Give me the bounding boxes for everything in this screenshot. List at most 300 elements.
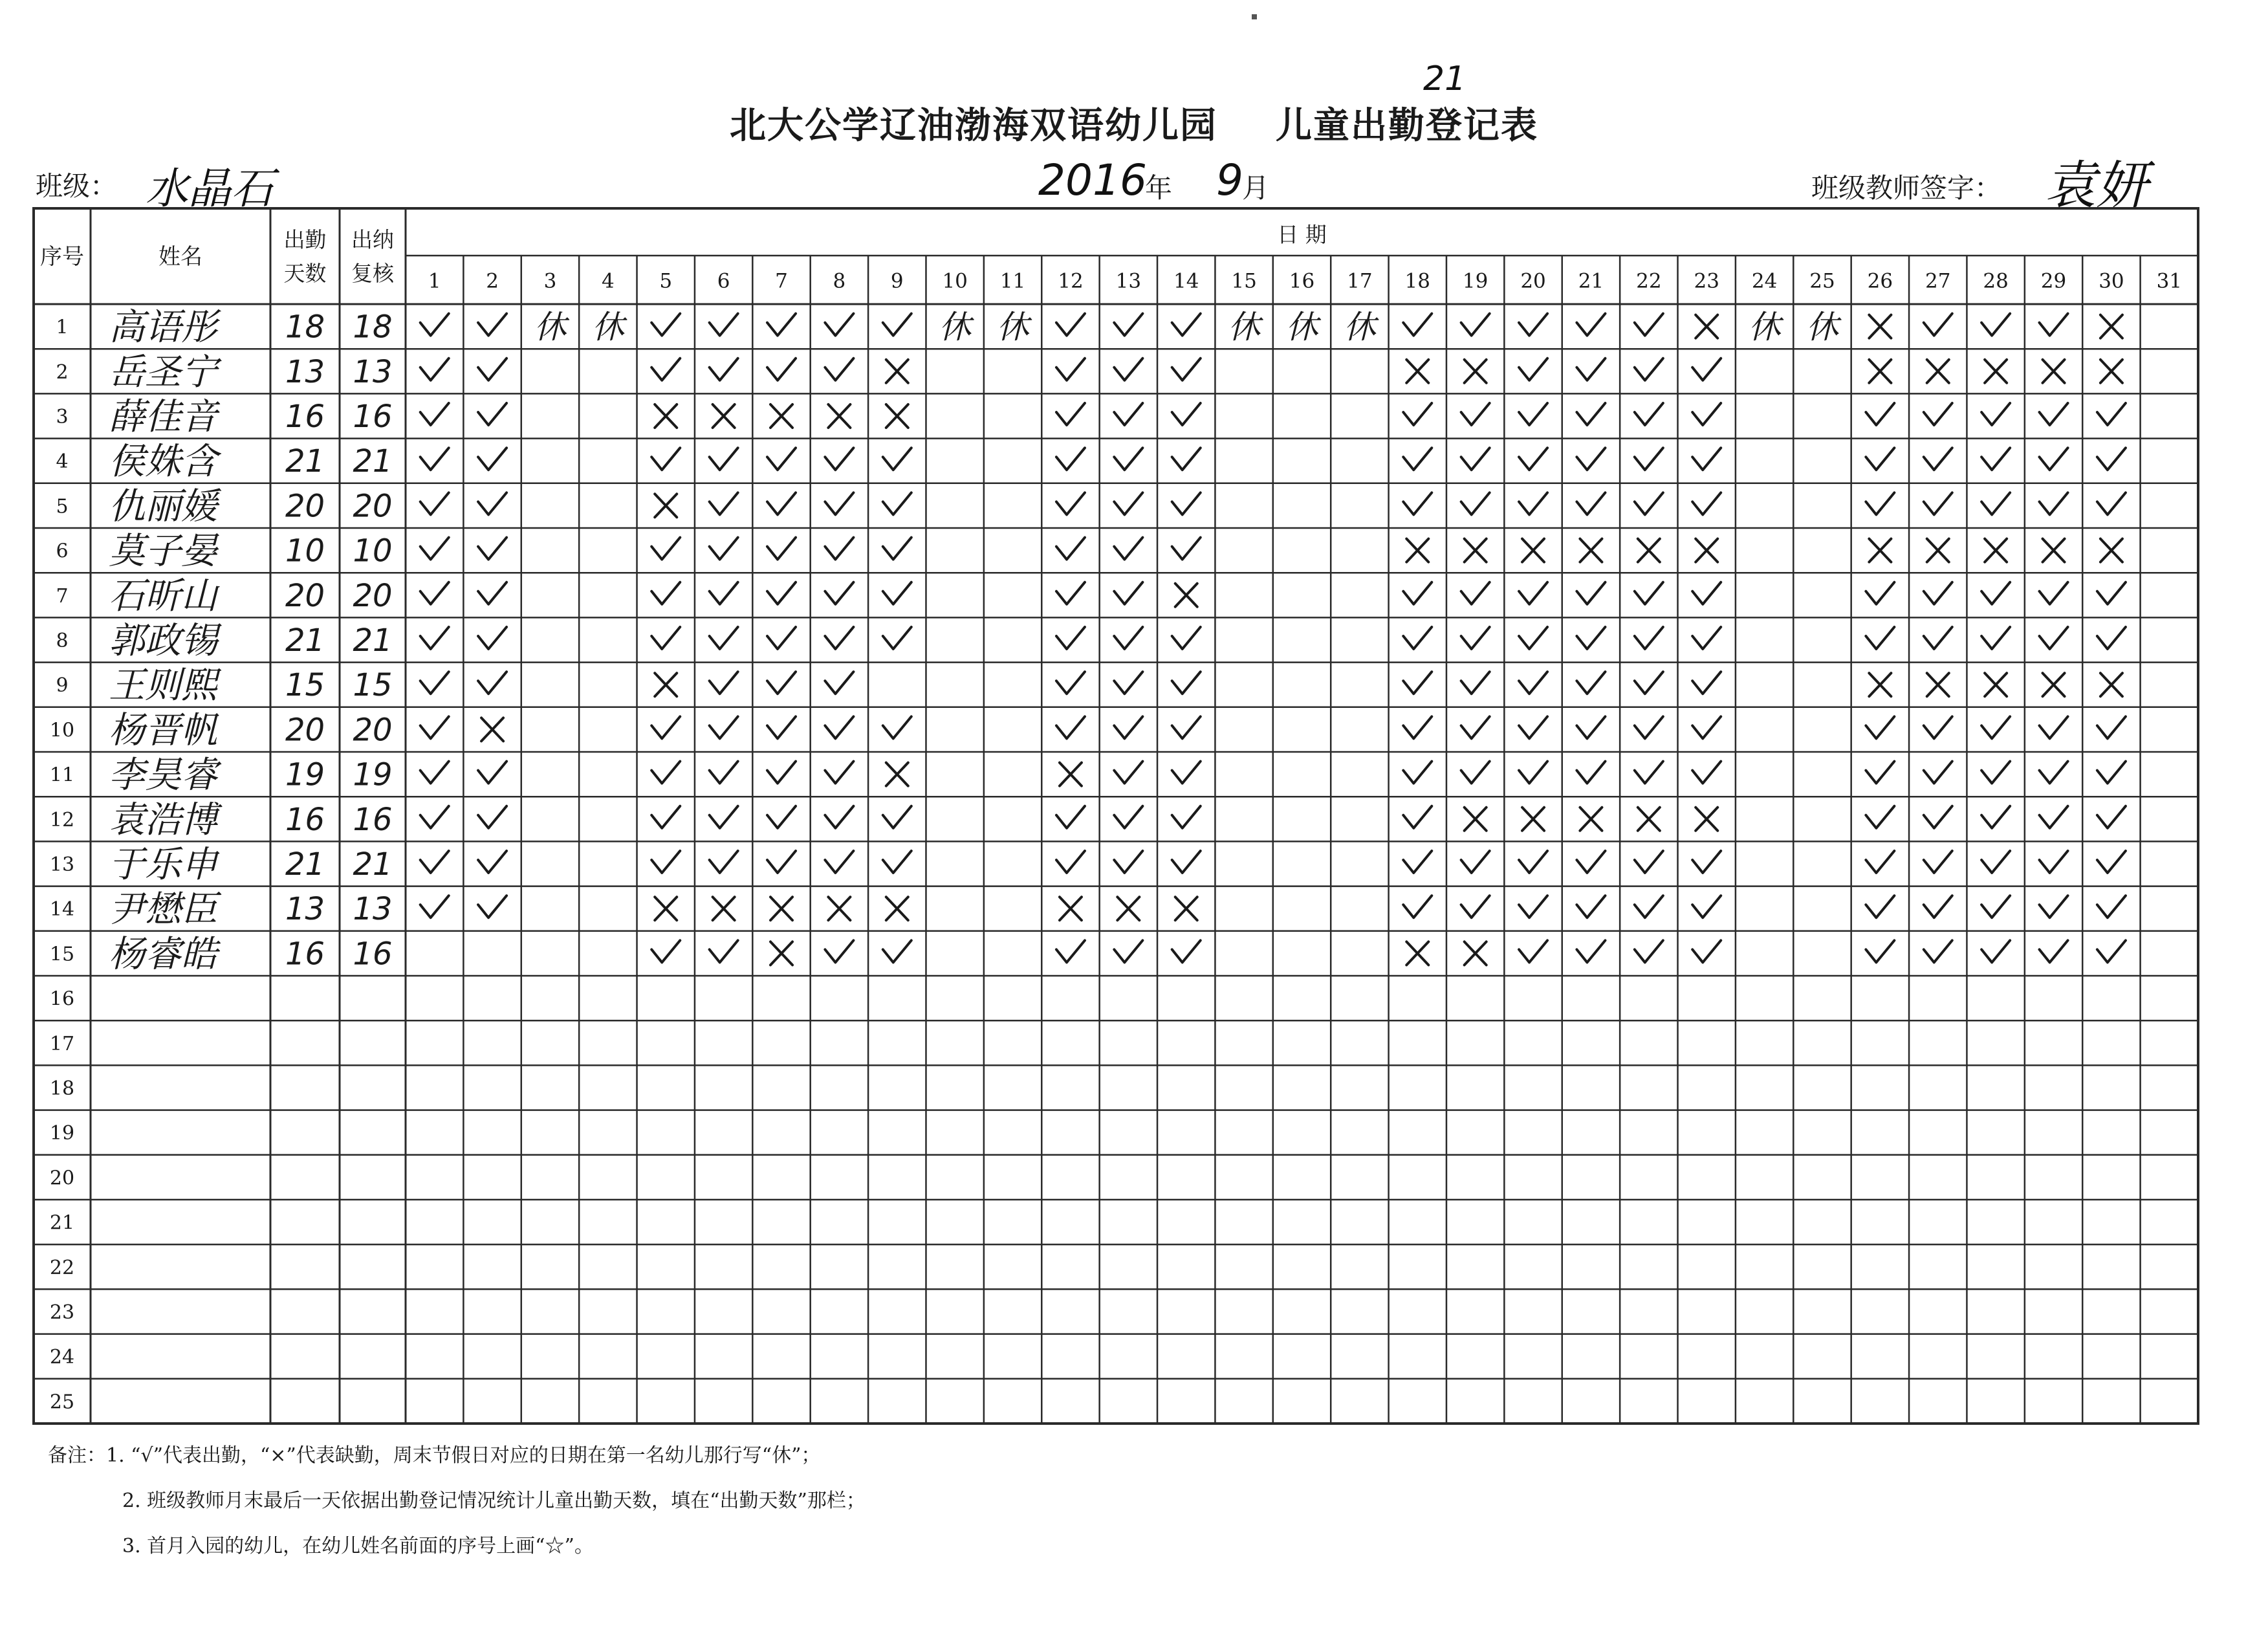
- absent-mark: [1175, 584, 1197, 607]
- rest-day-mark: 休: [996, 308, 1029, 346]
- present-mark: [825, 851, 853, 873]
- present-mark: [1576, 896, 1605, 918]
- note-1: 备注：1. “√”代表出勤，“×”代表缺勤，周末节假日对应的日期在第一名幼儿那行写“休”；: [48, 1444, 821, 1467]
- present-mark: [1635, 940, 1663, 962]
- absent-mark: [1465, 539, 1487, 562]
- absent-mark: [1696, 539, 1717, 562]
- row-number: 2: [56, 360, 69, 384]
- day-number: 26: [1867, 269, 1893, 293]
- absent-mark: [1060, 897, 1082, 920]
- present-mark: [1981, 716, 2010, 738]
- present-mark: [1924, 940, 1952, 962]
- present-mark: [478, 314, 507, 336]
- absent-mark: [1696, 808, 1717, 831]
- present-mark: [1924, 762, 1952, 784]
- attendance-days: 19: [285, 756, 325, 793]
- present-mark: [1866, 448, 1894, 470]
- day-number: 3: [543, 269, 557, 293]
- class-value: 水晶石: [146, 164, 274, 214]
- absent-mark: [886, 360, 908, 383]
- present-mark: [651, 716, 680, 738]
- absent-mark: [1465, 941, 1487, 965]
- header-check-2: 复核: [351, 261, 394, 286]
- present-mark: [1635, 716, 1663, 738]
- present-mark: [1981, 448, 2010, 470]
- present-mark: [2097, 582, 2126, 604]
- present-mark: [1172, 538, 1201, 560]
- present-mark: [1056, 806, 1085, 828]
- rest-day-mark: 休: [1228, 308, 1261, 346]
- present-mark: [1981, 403, 2010, 425]
- present-mark: [1519, 896, 1547, 918]
- present-mark: [1692, 940, 1721, 962]
- present-mark: [1981, 940, 2010, 962]
- attendance-days: 18: [285, 309, 325, 346]
- day-number: 8: [833, 269, 846, 293]
- present-mark: [1461, 672, 1490, 694]
- present-mark: [883, 314, 911, 336]
- day-number: 30: [2099, 269, 2124, 293]
- present-mark: [1576, 762, 1605, 784]
- present-mark: [1924, 627, 1952, 649]
- student-name: 侯姝含: [109, 441, 217, 483]
- present-mark: [1924, 448, 1952, 470]
- present-mark: [1635, 672, 1663, 694]
- present-mark: [1866, 492, 1894, 514]
- check-days: 19: [353, 756, 393, 793]
- present-mark: [420, 716, 449, 738]
- check-days: 21: [353, 846, 393, 883]
- teacher-label: 班级教师签字：: [1811, 172, 2002, 204]
- present-mark: [1519, 672, 1547, 694]
- check-days: 13: [353, 353, 393, 390]
- present-mark: [1981, 314, 2010, 336]
- present-mark: [767, 672, 796, 694]
- student-name: 薛佳音: [109, 396, 217, 438]
- present-mark: [710, 940, 738, 962]
- row-number: 21: [49, 1211, 75, 1235]
- present-mark: [1403, 762, 1432, 784]
- present-mark: [651, 940, 680, 962]
- note-3: 3. 首月入园的幼儿，在幼儿姓名前面的序号上画“☆”。: [122, 1535, 594, 1557]
- present-mark: [651, 627, 680, 649]
- present-mark: [1924, 851, 1952, 873]
- present-mark: [1866, 940, 1894, 962]
- present-mark: [1576, 940, 1605, 962]
- check-days: 13: [353, 891, 393, 928]
- day-number: 10: [942, 269, 968, 293]
- present-mark: [1692, 492, 1721, 514]
- present-mark: [2040, 851, 2068, 873]
- attendance-days: 21: [285, 846, 325, 883]
- attendance-days: 13: [285, 891, 325, 928]
- present-mark: [1692, 358, 1721, 380]
- day-number: 27: [1925, 269, 1951, 293]
- present-mark: [2040, 582, 2068, 604]
- present-mark: [1519, 582, 1547, 604]
- present-mark: [1635, 403, 1663, 425]
- rest-day-mark: 休: [939, 308, 972, 346]
- present-mark: [1172, 314, 1201, 336]
- absent-mark: [1985, 673, 2007, 696]
- day-number: 7: [775, 269, 788, 293]
- student-name: 尹懋臣: [109, 888, 217, 931]
- present-mark: [1981, 806, 2010, 828]
- present-mark: [710, 582, 738, 604]
- day-number: 5: [659, 269, 673, 293]
- day-number: 4: [601, 269, 615, 293]
- present-mark: [1981, 762, 2010, 784]
- present-mark: [1692, 448, 1721, 470]
- absent-mark: [1985, 539, 2007, 562]
- day-number: 9: [890, 269, 904, 293]
- day-number: 12: [1058, 269, 1084, 293]
- student-name: 于乐申: [109, 844, 217, 886]
- row-number: 13: [49, 853, 75, 876]
- present-mark: [710, 716, 738, 738]
- day-number: 16: [1289, 269, 1315, 293]
- present-mark: [883, 538, 911, 560]
- header-days-1: 出勤: [283, 227, 327, 252]
- header-check-1: 出纳: [351, 227, 394, 252]
- year-value: 2016: [1038, 155, 1147, 205]
- present-mark: [1114, 358, 1142, 380]
- present-mark: [767, 582, 796, 604]
- check-days: 16: [353, 399, 393, 435]
- present-mark: [1866, 627, 1894, 649]
- present-mark: [2040, 314, 2068, 336]
- row-number: 22: [49, 1256, 75, 1279]
- present-mark: [825, 314, 853, 336]
- present-mark: [883, 492, 911, 514]
- absent-mark: [1522, 539, 1544, 562]
- present-mark: [651, 314, 680, 336]
- header-name: 姓名: [158, 244, 202, 270]
- attendance-days: 15: [285, 667, 325, 704]
- check-days: 20: [353, 712, 393, 749]
- day-number: 14: [1173, 269, 1199, 293]
- present-mark: [1056, 492, 1085, 514]
- row-number: 3: [56, 406, 69, 428]
- title-school: 北大公学辽油渤海双语幼儿园: [730, 104, 1217, 147]
- rest-day-mark: 休: [534, 308, 567, 346]
- present-mark: [1576, 358, 1605, 380]
- present-mark: [1172, 627, 1201, 649]
- present-mark: [1114, 314, 1142, 336]
- present-mark: [1172, 492, 1201, 514]
- present-mark: [1056, 403, 1085, 425]
- present-mark: [420, 538, 449, 560]
- absent-mark: [1696, 315, 1717, 338]
- row-number: 7: [56, 584, 69, 608]
- rest-day-mark: 休: [591, 308, 624, 346]
- present-mark: [1403, 448, 1432, 470]
- present-mark: [1114, 538, 1142, 560]
- student-name: 袁浩博: [109, 798, 217, 841]
- present-mark: [420, 627, 449, 649]
- attendance-days: 21: [285, 443, 325, 480]
- absent-mark: [1117, 897, 1139, 920]
- present-mark: [1461, 627, 1490, 649]
- present-mark: [1576, 448, 1605, 470]
- present-mark: [710, 851, 738, 873]
- present-mark: [1461, 896, 1490, 918]
- absent-mark: [1522, 808, 1544, 831]
- title-form: 儿童出勤登记表: [1276, 104, 1538, 147]
- present-mark: [420, 806, 449, 828]
- present-mark: [767, 762, 796, 784]
- present-mark: [1461, 492, 1490, 514]
- present-mark: [1461, 403, 1490, 425]
- present-mark: [420, 358, 449, 380]
- present-mark: [1635, 448, 1663, 470]
- present-mark: [2097, 806, 2126, 828]
- present-mark: [1056, 627, 1085, 649]
- present-mark: [1403, 851, 1432, 873]
- present-mark: [2097, 403, 2126, 425]
- check-days: 16: [353, 801, 393, 838]
- present-mark: [1866, 403, 1894, 425]
- present-mark: [1981, 582, 2010, 604]
- present-mark: [478, 851, 507, 873]
- student-name: 郭政锡: [109, 620, 217, 662]
- header-seq: 序号: [40, 244, 84, 270]
- present-mark: [2040, 448, 2068, 470]
- present-mark: [710, 448, 738, 470]
- row-number: 10: [49, 719, 75, 742]
- present-mark: [2040, 940, 2068, 962]
- day-number: 31: [2156, 269, 2183, 293]
- present-mark: [651, 448, 680, 470]
- absent-mark: [1985, 360, 2007, 383]
- present-mark: [767, 358, 796, 380]
- present-mark: [1692, 403, 1721, 425]
- row-number: 19: [49, 1122, 75, 1145]
- present-mark: [478, 492, 507, 514]
- day-number: 18: [1404, 269, 1431, 293]
- row-number: 14: [49, 898, 75, 921]
- rest-day-mark: 休: [1285, 308, 1318, 346]
- row-number: 11: [49, 764, 75, 787]
- absent-mark: [655, 404, 677, 428]
- row-number: 23: [49, 1301, 75, 1324]
- present-mark: [478, 358, 507, 380]
- row-number: 4: [56, 450, 69, 474]
- present-mark: [1172, 716, 1201, 738]
- absent-mark: [1175, 897, 1197, 920]
- present-mark: [825, 358, 853, 380]
- present-mark: [1692, 672, 1721, 694]
- present-mark: [1403, 806, 1432, 828]
- student-name: 石昕山: [109, 575, 217, 617]
- present-mark: [1114, 806, 1142, 828]
- day-number: 23: [1694, 269, 1719, 293]
- present-mark: [2097, 762, 2126, 784]
- student-name: 高语彤: [109, 306, 217, 349]
- present-mark: [2040, 896, 2068, 918]
- present-mark: [883, 448, 911, 470]
- present-mark: [1172, 403, 1201, 425]
- present-mark: [2040, 716, 2068, 738]
- present-mark: [1114, 762, 1142, 784]
- present-mark: [1576, 403, 1605, 425]
- present-mark: [1635, 627, 1663, 649]
- present-mark: [1924, 314, 1952, 336]
- present-mark: [710, 806, 738, 828]
- present-mark: [1461, 448, 1490, 470]
- present-mark: [1576, 492, 1605, 514]
- present-mark: [1692, 851, 1721, 873]
- present-mark: [2097, 851, 2126, 873]
- present-mark: [2097, 896, 2126, 918]
- present-mark: [1866, 716, 1894, 738]
- day-number: 28: [1983, 269, 2009, 293]
- present-mark: [1635, 314, 1663, 336]
- present-mark: [1866, 582, 1894, 604]
- present-mark: [1114, 448, 1142, 470]
- present-mark: [1866, 762, 1894, 784]
- check-days: 21: [353, 443, 393, 480]
- row-number: 6: [56, 540, 69, 563]
- present-mark: [1114, 672, 1142, 694]
- day-number: 25: [1809, 269, 1835, 293]
- student-name: 岳圣宁: [109, 351, 217, 393]
- present-mark: [883, 851, 911, 873]
- present-mark: [1576, 851, 1605, 873]
- present-mark: [1635, 358, 1663, 380]
- check-days: 18: [353, 309, 393, 346]
- present-mark: [1692, 896, 1721, 918]
- row-number: 16: [49, 987, 75, 1011]
- notes: [48, 1433, 866, 1569]
- present-mark: [1114, 940, 1142, 962]
- absent-mark: [1580, 808, 1602, 831]
- attendance-days: 20: [285, 488, 325, 525]
- present-mark: [420, 582, 449, 604]
- attendance-days: 16: [285, 399, 325, 435]
- present-mark: [1172, 672, 1201, 694]
- absent-mark: [1465, 360, 1487, 383]
- day-number: 17: [1347, 269, 1373, 293]
- present-mark: [710, 492, 738, 514]
- present-mark: [1924, 492, 1952, 514]
- present-mark: [1114, 582, 1142, 604]
- present-mark: [883, 582, 911, 604]
- check-days: 10: [353, 533, 393, 569]
- present-mark: [767, 851, 796, 873]
- present-mark: [1403, 896, 1432, 918]
- present-mark: [825, 492, 853, 514]
- absent-mark: [1406, 941, 1428, 965]
- day-number: 24: [1751, 269, 1778, 293]
- day-number: 6: [717, 269, 730, 293]
- month-label: 月: [1242, 172, 1270, 204]
- present-mark: [883, 627, 911, 649]
- present-mark: [1172, 806, 1201, 828]
- absent-mark: [1869, 673, 1891, 696]
- check-days: 16: [353, 936, 393, 973]
- present-mark: [2097, 627, 2126, 649]
- absent-mark: [2100, 539, 2122, 562]
- header-days-2: 天数: [283, 261, 327, 286]
- present-mark: [1635, 762, 1663, 784]
- row-number: 12: [49, 808, 75, 831]
- rest-day-mark: 休: [1805, 308, 1838, 346]
- absent-mark: [1927, 360, 1949, 383]
- present-mark: [478, 582, 507, 604]
- present-mark: [1056, 851, 1085, 873]
- day-number: 2: [486, 269, 499, 293]
- absent-mark: [828, 897, 850, 920]
- present-mark: [420, 448, 449, 470]
- absent-mark: [770, 941, 792, 965]
- day-number: 19: [1462, 269, 1488, 293]
- present-mark: [1403, 627, 1432, 649]
- present-mark: [1981, 492, 2010, 514]
- present-mark: [1403, 314, 1432, 336]
- present-mark: [1519, 627, 1547, 649]
- row-number: 24: [49, 1346, 75, 1369]
- present-mark: [478, 403, 507, 425]
- student-name: 李昊睿: [109, 754, 217, 797]
- present-mark: [767, 448, 796, 470]
- present-mark: [1056, 940, 1085, 962]
- note-2: 2. 班级教师月末最后一天依据出勤登记情况统计儿童出勤天数，填在“出勤天数”那栏；: [122, 1490, 866, 1512]
- present-mark: [1056, 672, 1085, 694]
- present-mark: [651, 538, 680, 560]
- present-mark: [825, 672, 853, 694]
- present-mark: [478, 448, 507, 470]
- day-number: 11: [999, 269, 1026, 293]
- row-number: 9: [56, 674, 69, 698]
- present-mark: [1519, 762, 1547, 784]
- present-mark: [1403, 492, 1432, 514]
- teacher-signature: 袁妍: [2044, 155, 2148, 215]
- present-mark: [710, 314, 738, 336]
- absent-mark: [1406, 360, 1428, 383]
- absent-mark: [1869, 360, 1891, 383]
- present-mark: [651, 851, 680, 873]
- present-mark: [1172, 762, 1201, 784]
- present-mark: [1981, 627, 2010, 649]
- present-mark: [1866, 806, 1894, 828]
- row-number: 25: [49, 1391, 75, 1414]
- present-mark: [825, 716, 853, 738]
- present-mark: [1866, 851, 1894, 873]
- month-value: 9: [1216, 155, 1243, 205]
- present-mark: [1403, 672, 1432, 694]
- present-mark: [1114, 403, 1142, 425]
- class-label: 班级：: [36, 170, 118, 202]
- present-mark: [1461, 762, 1490, 784]
- present-mark: [1519, 492, 1547, 514]
- row-number: 5: [56, 495, 69, 518]
- absent-mark: [1869, 539, 1891, 562]
- present-mark: [883, 716, 911, 738]
- student-name: 王则熙: [109, 665, 217, 707]
- present-mark: [1576, 672, 1605, 694]
- present-mark: [710, 627, 738, 649]
- present-mark: [1519, 403, 1547, 425]
- absent-mark: [713, 404, 735, 428]
- check-days: 21: [353, 622, 393, 659]
- present-mark: [420, 314, 449, 336]
- present-mark: [1692, 716, 1721, 738]
- year-label: 年: [1145, 172, 1173, 204]
- attendance-days: 20: [285, 712, 325, 749]
- present-mark: [2097, 716, 2126, 738]
- absent-mark: [481, 718, 503, 741]
